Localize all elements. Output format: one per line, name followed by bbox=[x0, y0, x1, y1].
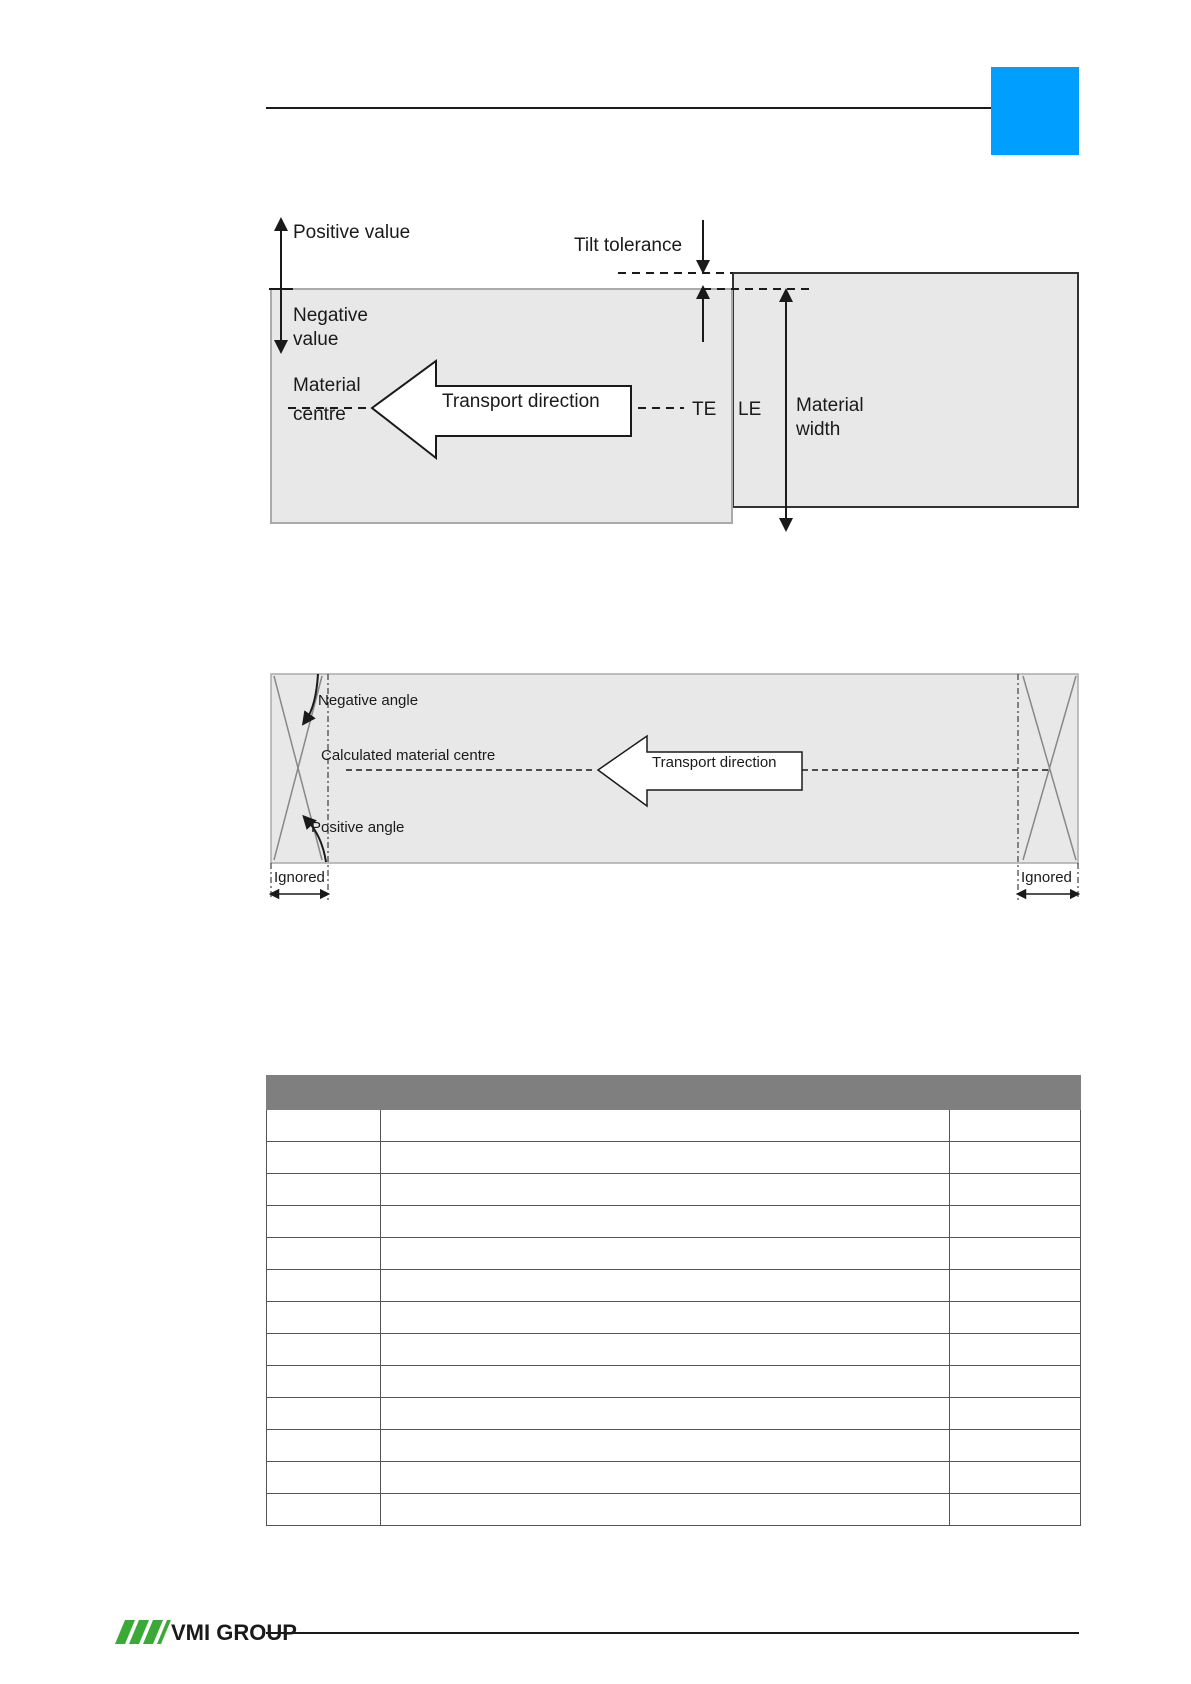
table-cell bbox=[381, 1430, 950, 1462]
table-cell bbox=[381, 1238, 950, 1270]
negative-value-label-1: Negative bbox=[293, 305, 368, 326]
table-row bbox=[267, 1430, 1081, 1462]
table-cell bbox=[381, 1270, 950, 1302]
table-cell bbox=[267, 1110, 381, 1142]
table-row bbox=[267, 1366, 1081, 1398]
table-row bbox=[267, 1238, 1081, 1270]
te-label: TE bbox=[692, 399, 717, 420]
table-cell bbox=[950, 1206, 1081, 1238]
table-cell bbox=[950, 1174, 1081, 1206]
table-row bbox=[267, 1334, 1081, 1366]
table-row bbox=[267, 1302, 1081, 1334]
header-rule bbox=[266, 107, 992, 109]
negative-value-label-2: value bbox=[293, 329, 339, 350]
material-width-label-2: width bbox=[796, 419, 841, 440]
table-cell bbox=[950, 1110, 1081, 1142]
logo-text: VMI GROUP bbox=[171, 1620, 297, 1645]
chapter-tab bbox=[991, 67, 1079, 155]
table-cell bbox=[267, 1366, 381, 1398]
material-centre-label-1: Material bbox=[293, 375, 361, 396]
table-cell bbox=[381, 1110, 950, 1142]
data-table bbox=[266, 1075, 1081, 1526]
table-header-row bbox=[267, 1076, 1081, 1110]
vmi-logo-mark-icon bbox=[113, 1612, 297, 1652]
table-cell bbox=[381, 1366, 950, 1398]
transport-direction-label-2: Transport direction bbox=[652, 754, 777, 771]
table-cell bbox=[950, 1462, 1081, 1494]
table-cell bbox=[381, 1334, 950, 1366]
table-row bbox=[267, 1174, 1081, 1206]
table-cell bbox=[267, 1206, 381, 1238]
table-cell bbox=[950, 1270, 1081, 1302]
table-cell bbox=[950, 1398, 1081, 1430]
table-cell bbox=[950, 1494, 1081, 1526]
table-header-cell bbox=[381, 1076, 950, 1110]
material-width-label-1: Material bbox=[796, 395, 864, 416]
table-cell bbox=[381, 1142, 950, 1174]
table-cell bbox=[381, 1494, 950, 1526]
material-centre-label-2: centre bbox=[293, 404, 346, 425]
table-cell bbox=[267, 1462, 381, 1494]
leading-material-box bbox=[733, 273, 1078, 507]
table-cell bbox=[267, 1430, 381, 1462]
negative-angle-label: Negative angle bbox=[318, 692, 419, 709]
table-row bbox=[267, 1494, 1081, 1526]
table-cell bbox=[381, 1174, 950, 1206]
table-cell bbox=[950, 1142, 1081, 1174]
table-cell bbox=[950, 1430, 1081, 1462]
table-cell bbox=[267, 1334, 381, 1366]
le-label: LE bbox=[738, 399, 762, 420]
table-row bbox=[267, 1110, 1081, 1142]
footer-rule bbox=[266, 1632, 1079, 1634]
table-cell bbox=[267, 1270, 381, 1302]
table-row bbox=[267, 1142, 1081, 1174]
table-cell bbox=[267, 1302, 381, 1334]
table-row bbox=[267, 1462, 1081, 1494]
table-cell bbox=[950, 1238, 1081, 1270]
transport-direction-label: Transport direction bbox=[442, 391, 600, 412]
table-row bbox=[267, 1270, 1081, 1302]
table-cell bbox=[381, 1206, 950, 1238]
table-cell bbox=[950, 1302, 1081, 1334]
table-row bbox=[267, 1206, 1081, 1238]
table-cell bbox=[267, 1174, 381, 1206]
vmi-group-logo bbox=[113, 1612, 297, 1652]
positive-angle-label: Positive angle bbox=[311, 819, 405, 836]
table-cell bbox=[267, 1238, 381, 1270]
table-row bbox=[267, 1398, 1081, 1430]
table-cell bbox=[267, 1494, 381, 1526]
tilt-tolerance-label: Tilt tolerance bbox=[574, 235, 683, 256]
table-cell bbox=[381, 1302, 950, 1334]
table-cell bbox=[267, 1398, 381, 1430]
table-header-cell bbox=[950, 1076, 1081, 1110]
table-cell bbox=[950, 1334, 1081, 1366]
material-width-diagram bbox=[266, 215, 1086, 530]
table-cell bbox=[950, 1366, 1081, 1398]
ignored-left-label: Ignored bbox=[274, 869, 325, 886]
table-cell bbox=[267, 1142, 381, 1174]
material-angle-diagram bbox=[266, 660, 1086, 905]
ignored-right-label: Ignored bbox=[1021, 869, 1072, 886]
positive-value-label: Positive value bbox=[293, 222, 411, 243]
table-cell bbox=[381, 1398, 950, 1430]
table-cell bbox=[381, 1462, 950, 1494]
table-header-cell bbox=[267, 1076, 381, 1110]
calculated-material-centre-label: Calculated material centre bbox=[321, 747, 496, 764]
